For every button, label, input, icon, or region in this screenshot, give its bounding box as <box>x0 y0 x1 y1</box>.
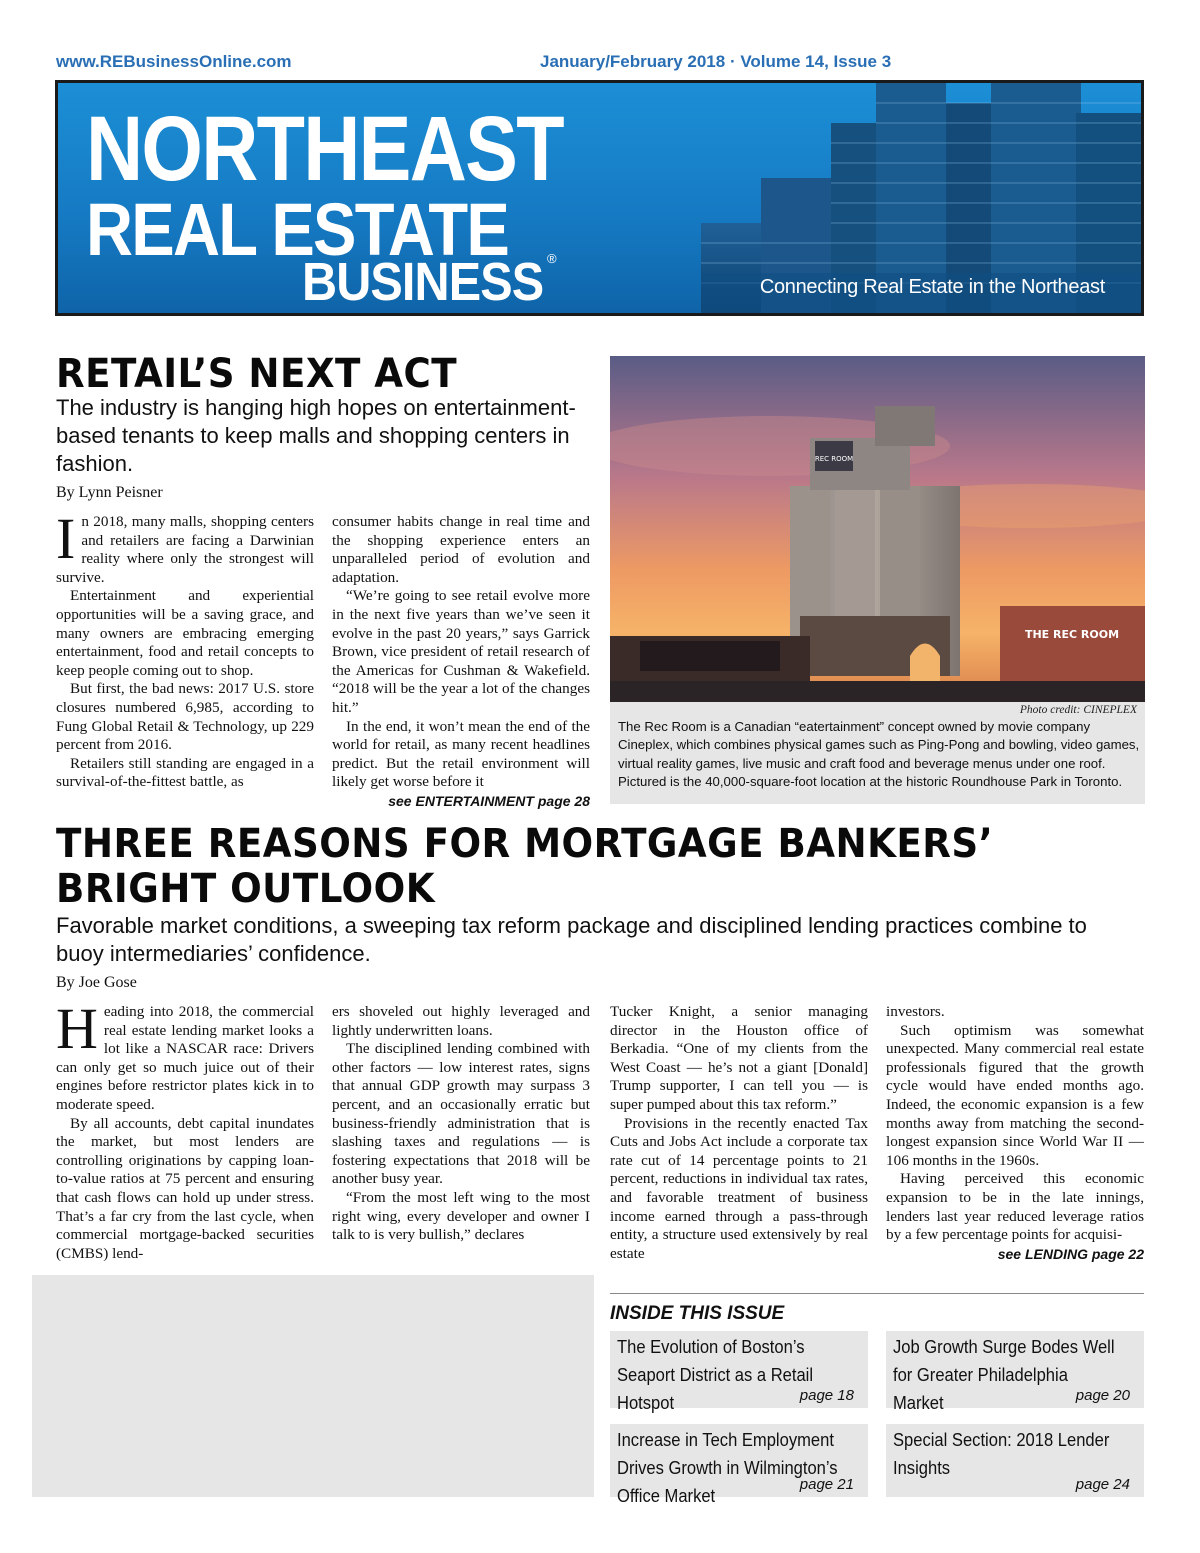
article1-paragraph: Entertainment and experiential opportunities will be a saving grace, and many owners are embracing emerging entertainment, food and retail concepts to keep people coming out to shop. <box>56 587 314 679</box>
article2-paragraph: ers shoveled out highly leveraged and lightly underwritten loans. <box>332 1003 590 1039</box>
article2-paragraph: Having perceived this economic expansion to be in the late innings, lenders last year reduced leverage ratios by a few percentage points for acquisi- <box>886 1170 1144 1244</box>
article2-column-1 <box>56 996 314 1263</box>
inside-item-page: page 20 <box>1075 1387 1130 1404</box>
jump-link-entertainment[interactable]: see ENTERTAINMENT page 28 <box>388 792 590 809</box>
top-line <box>56 52 1144 76</box>
article2-paragraph: The disciplined lending combined with other factors — low interest rates, signs that annual GDP growth may surpass 3 percent, and an occasionally erratic but business-friendly administration that is slashing taxes and regulations — is fostering expectations that 2018 will be another busy year. <box>332 1040 590 1188</box>
article1-paragraph: “We’re going to see retail evolve more in the next five years than we’ve seen it evolve in the past 20 years,” says Garrick Brown, vice president of retail research of the Americas for Cushman & Wakefield. “2018 will be the year a lot of the changes hit.” <box>332 587 590 716</box>
article2-paragraph: By all accounts, debt capital inundates the market, but most lenders are controlling originations by capping loan-to-value ratios at 75 percent and ensuring that cash flows can hold up under stress. That’s a far cry from the last cycle, when commercial mortgage-backed securities (CMBS) lend- <box>56 1114 314 1262</box>
inside-item-title: Special Section: 2018 Lender Insights <box>893 1430 1110 1478</box>
article2-paragraph: Heading into 2018, the commercial real estate lending market looks a lot like a NASCAR race: Drivers can only get so much juice out of their engines before restrictor plates kick in to moderate speed. <box>56 996 314 1113</box>
registered-mark: ® <box>547 251 557 266</box>
website-url[interactable]: www.REBusinessOnline.com <box>56 52 292 71</box>
ad-placeholder <box>32 1275 594 1497</box>
article1-column-1 <box>56 506 314 792</box>
article2-headline-line2[interactable]: BRIGHT OUTLOOK <box>56 866 436 912</box>
rec-room-photo <box>610 356 1145 702</box>
photo-caption: The Rec Room is a Canadian “eatertainment” concept owned by movie company Cineplex, which combines physical games such as Ping-Pong and bowling, video games, virtual reality games, live music and craft food and beverage menus under one roof. Pictured is the 40,000-square-foot location at the historic Roundhouse Park in Toronto. <box>618 719 1140 790</box>
photo-illustration <box>610 356 1145 702</box>
inside-item-page: page 24 <box>1075 1476 1130 1493</box>
photo-sign-building: THE REC ROOM <box>1024 628 1120 641</box>
inside-item-title: Increase in Tech Employment Drives Growth in Wilmington’s Office Market <box>617 1430 838 1506</box>
article2-column-4 <box>886 1003 1144 1263</box>
inside-divider <box>610 1293 1144 1294</box>
inside-title: INSIDE THIS ISSUE <box>610 1303 785 1324</box>
article1-paragraph: In the end, it won’t mean the end of the world for retail, as many recent headlines predict. But the retail environment will likely get worse before it <box>332 717 590 791</box>
article2-paragraph: Such optimism was somewhat unexpected. Many commercial real estate professionals figured that the growth cycle would have ended months ago. Indeed, the economic expansion is a few months away from matching the second-longest expansion since World War II — 106 months in the 1960s. <box>886 1021 1144 1169</box>
masthead-tagline: Connecting Real Estate in the Northeast <box>759 276 1105 298</box>
article2-byline: By Joe Gose <box>56 974 137 991</box>
article1-dek: The industry is hanging high hopes on entertainment-based tenants to keep malls and shopping centers in fashion. <box>56 395 576 476</box>
article1-paragraph: consumer habits change in real time and the shopping experience enters an unparalleled period of evolution and adaptation. <box>332 513 590 586</box>
masthead-title-line3: BUSINESS <box>302 252 544 312</box>
photo-credit: Photo credit: CINEPLEX <box>1019 704 1137 716</box>
jump-link-lending[interactable]: see LENDING page 22 <box>997 1245 1144 1262</box>
inside-item-title: The Evolution of Boston’s Seaport District as a Retail Hotspot <box>617 1337 814 1413</box>
article1-paragraph: In 2018, many malls, shopping centers and retailers are facing a Darwinian reality where only the strongest will survive. <box>56 506 314 586</box>
article2-paragraph: Tucker Knight, a senior managing director in the Houston office of Berkadia. “One of my clients from the West Coast — he’s not a giant [Donald] Trump supporter, I can tell you — is super pumped about this tax reform.” <box>610 1003 868 1113</box>
article1-headline[interactable]: RETAIL’S NEXT ACT <box>56 351 458 397</box>
article2-paragraph: “From the most left wing to the most right wing, every developer and owner I talk to is very bullish,” declares <box>332 1188 590 1244</box>
article1-paragraph: But first, the bad news: 2017 U.S. store closures numbered 6,985, according to Fung Global Retail & Technology, up 229 percent from 2016. <box>56 680 314 754</box>
article1-column-2 <box>332 513 590 811</box>
inside-item-page: page 18 <box>799 1387 854 1404</box>
inside-item-boston[interactable] <box>610 1331 868 1413</box>
inside-item-wilmington[interactable] <box>610 1424 868 1506</box>
article1-paragraph: Retailers still standing are engaged in a survival-of-the-fittest battle, as <box>56 754 314 791</box>
inside-item-title: Job Growth Surge Bodes Well for Greater Philadelphia Market <box>893 1337 1115 1413</box>
photo-sign-top: REC ROOM <box>814 455 854 463</box>
inside-item-lender-insights[interactable] <box>886 1424 1144 1497</box>
dropcap: H <box>56 996 98 1061</box>
article2-column-2 <box>332 1003 590 1245</box>
inside-item-page: page 21 <box>799 1476 854 1493</box>
article2-column-3 <box>610 1003 868 1263</box>
masthead <box>55 80 1144 316</box>
masthead-title-line2: REAL ESTATE <box>86 188 509 271</box>
photo-box <box>610 356 1145 804</box>
dropcap: I <box>56 506 76 571</box>
article1-byline: By Lynn Peisner <box>56 484 163 501</box>
article2-dek: Favorable market conditions, a sweeping tax reform package and disciplined lending practices combine to buoy intermediaries’ confidence. <box>56 913 1087 966</box>
masthead-title-line1: NORTHEAST <box>86 98 563 200</box>
article2-headline-line1[interactable]: THREE REASONS FOR MORTGAGE BANKERS’ <box>56 821 994 867</box>
article2-paragraph: investors. <box>886 1003 945 1020</box>
inside-item-philadelphia[interactable] <box>886 1331 1144 1413</box>
issue-info: January/February 2018 · Volume 14, Issue 3 <box>540 52 892 71</box>
article2-paragraph: Provisions in the recently enacted Tax Cuts and Jobs Act include a corporate tax rate cut of 14 percentage points to 21 percent, reductions in individual tax rates, and favorable treatment of business income earned through a pass-through entity, a structure used extensively by real estate <box>610 1114 868 1262</box>
